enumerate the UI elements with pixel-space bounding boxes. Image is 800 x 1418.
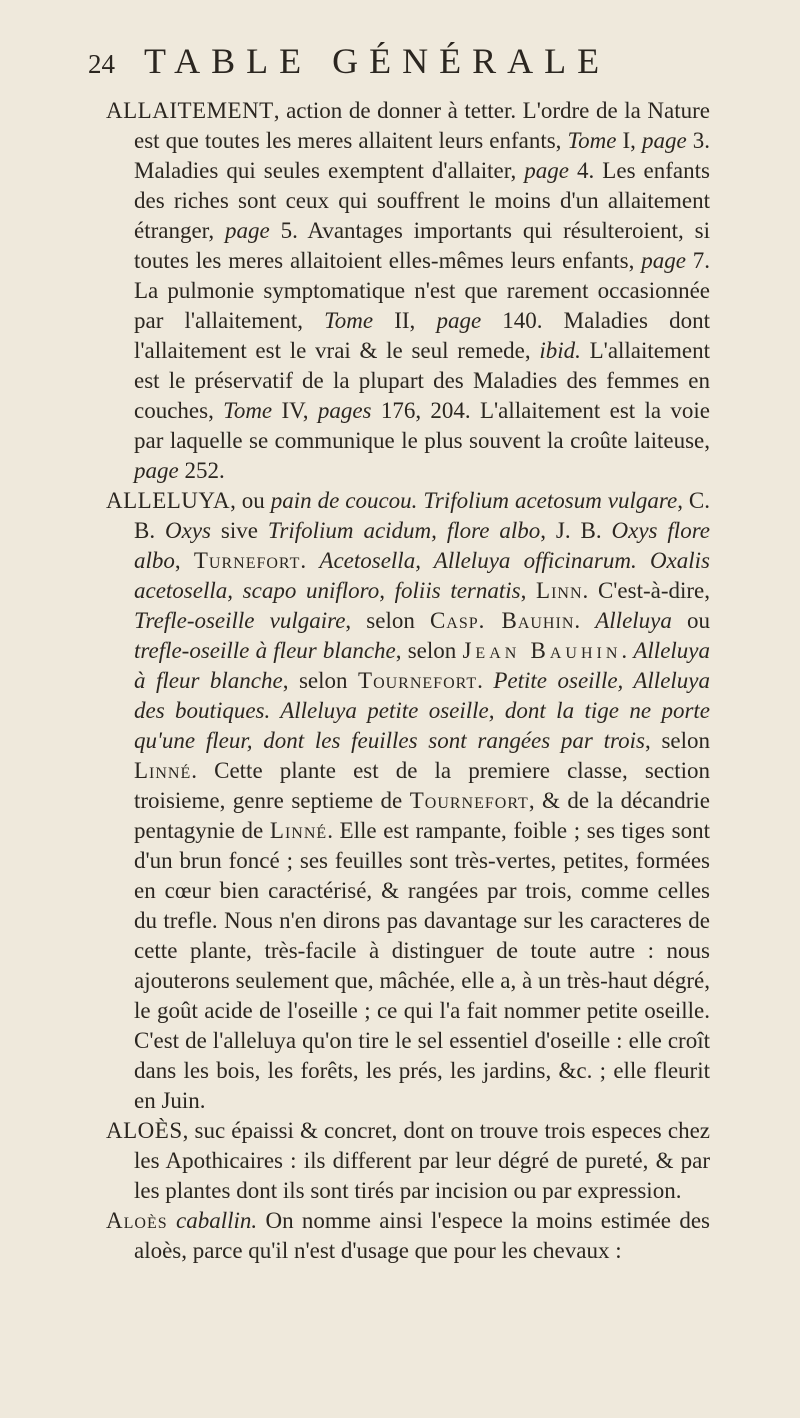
entry-text: On nomme ainsi l'espece la moins estimée des aloès, parce qu'il n'est d'usage que pour les chevaux : xyxy=(134,1208,711,1263)
entry-text: page xyxy=(436,308,482,333)
entry-text: page xyxy=(134,458,179,483)
entry-text: pain de coucou. Trifolium acetosum vulgare xyxy=(270,488,678,513)
entry-text: ou xyxy=(671,608,710,633)
entry-text: I, xyxy=(616,128,642,153)
entry-text: Alleluya xyxy=(595,608,672,633)
entry-text: Tournefort xyxy=(409,788,529,813)
entry-text: 5. Avantages importants qui résulteroient, si toutes les meres allaitoient elles-mêmes leurs enfants, xyxy=(134,218,710,273)
entry-headword: Aloès xyxy=(106,1208,168,1233)
entry-text: , J. B. xyxy=(540,518,612,543)
entry-text: Turnefort xyxy=(193,548,301,573)
entry-text: ibid. xyxy=(539,338,581,363)
entry-text: , ou xyxy=(230,488,271,513)
page-number: 24 xyxy=(88,49,115,79)
entry-text: , selon xyxy=(345,608,430,633)
entry-text: page xyxy=(524,158,569,183)
entry-text: Trifolium acidum, flore albo xyxy=(267,518,541,543)
index-entry xyxy=(106,1116,710,1206)
entry-text: , suc épaissi & concret, dont on trouve trois especes chez les Apothicaires : ils different par leur dégré de pureté, & par les plantes dont ils sont tirés par incision ou par expression. xyxy=(134,1118,710,1203)
entry-text: , C. B. xyxy=(134,488,710,543)
entry-text: Linné xyxy=(134,758,192,783)
entry-text: page xyxy=(225,218,270,243)
entry-text: 3. Maladies qui seules exemptent d'allaiter, xyxy=(134,128,710,183)
entry-text: 4. Les enfants des riches sont ceux qui souffrent le moins d'un allaitement étranger, xyxy=(134,158,710,243)
entry-text: . Cette plante est de la premiere classe, section troisieme, genre septieme de xyxy=(134,758,710,813)
running-title: TABLE GÉNÉRALE xyxy=(144,41,611,81)
entry-text: page xyxy=(641,248,686,273)
entry-text: IV, xyxy=(272,398,318,423)
index-entry xyxy=(106,1206,710,1266)
entry-text: L'allaitement est le préservatif de la plupart des Maladies des femmes en couches, xyxy=(134,338,710,423)
entry-text: Casp. Bauhin xyxy=(429,608,575,633)
entry-text: . Elle est rampante, foible ; ses tiges sont d'un brun foncé ; ses feuilles sont très-vertes, petites, formées en cœur bien caractérisé, & rangées par trois, comme celles du trefle. Nous n'en dirons pas davantage sur les caracteres de cette plante, très-facile à distinguer de toute autre : nous ajouterons seulement que, mâchée, elle a, à un très-haut dégré, le goût acide de l'oseille ; ce qui l'a fait nommer petite oseille. C'est de l'alleluya qu'on tire le sel essentiel d'oseille : elle croît dans les bois, les forêts, les prés, les jardins, &c. ; elle fleurit en Juin. xyxy=(134,818,710,1113)
entry-text: Linn xyxy=(536,578,583,603)
entry-headword: ALLAITEMENT xyxy=(106,98,274,123)
entry-text: , selon xyxy=(395,638,463,663)
entry-text: . xyxy=(574,608,596,633)
entry-text: Petite oseille, Alleluya des boutiques. Alleluya petite oseille, dont la tige ne porte qu'une fleur, dont les feuilles sont rangées par trois xyxy=(134,668,710,753)
entry-text: 7. La pulmonie symptomatique n'est que rarement occasionnée par l'allaitement, xyxy=(134,248,711,333)
entry-text: 140. Maladies dont l'allaitement est le vrai & le seul remede, xyxy=(134,308,710,363)
entry-text: , selon xyxy=(644,728,710,753)
entry-text: Oxys flore albo xyxy=(134,518,710,573)
index-entry xyxy=(106,96,710,486)
entry-text: II, xyxy=(373,308,437,333)
entry-text: Alleluya à fleur blanche xyxy=(134,638,710,693)
entry-headword: ALOÈS xyxy=(106,1118,183,1143)
entry-text: page xyxy=(641,128,687,153)
entry-text: , xyxy=(520,578,537,603)
entry-text: . xyxy=(477,668,494,693)
entry-text: trefle-oseille à fleur blanche xyxy=(134,638,396,663)
entry-text: sive xyxy=(211,518,268,543)
entry-text: 252. xyxy=(178,458,225,483)
entry-text: , action de donner à tetter. L'ordre de la Nature est que toutes les meres allaitent leurs enfants, xyxy=(134,98,710,153)
entry-text: . xyxy=(621,638,634,663)
entry-text: . xyxy=(300,548,320,573)
running-head xyxy=(88,40,710,90)
entry-text: , selon xyxy=(282,668,359,693)
entry-text: . C'est-à-dire, xyxy=(582,578,711,603)
entry-text: Tome xyxy=(324,308,374,333)
entry-text: caballin. xyxy=(175,1208,258,1233)
entry-text xyxy=(168,1208,176,1233)
entry-text: Linné xyxy=(269,818,328,843)
entry-text: Jean Bauhin xyxy=(462,638,622,663)
entry-text: Oxys xyxy=(165,518,211,543)
entry-text: Tome xyxy=(567,128,617,153)
index-entries xyxy=(106,96,710,1266)
entry-text: , xyxy=(174,548,194,573)
entry-text: Tournefort xyxy=(358,668,478,693)
entry-text: 176, 204. L'allaitement est la voie par laquelle se communique le plus souvent la croûte laiteuse, xyxy=(134,398,710,453)
entry-text: Tome xyxy=(223,398,273,423)
entry-text: pages xyxy=(317,398,372,423)
entry-text: , & de la décandrie pentagynie de xyxy=(134,788,710,843)
index-entry xyxy=(106,486,710,1116)
entry-headword: ALLELUYA xyxy=(106,488,231,513)
entry-text: Trefle-oseille vulgaire xyxy=(134,608,346,633)
entry-text: Acetosella, Alleluya officinarum. Oxalis acetosella, scapo unifloro, foliis ternatis xyxy=(134,548,710,603)
